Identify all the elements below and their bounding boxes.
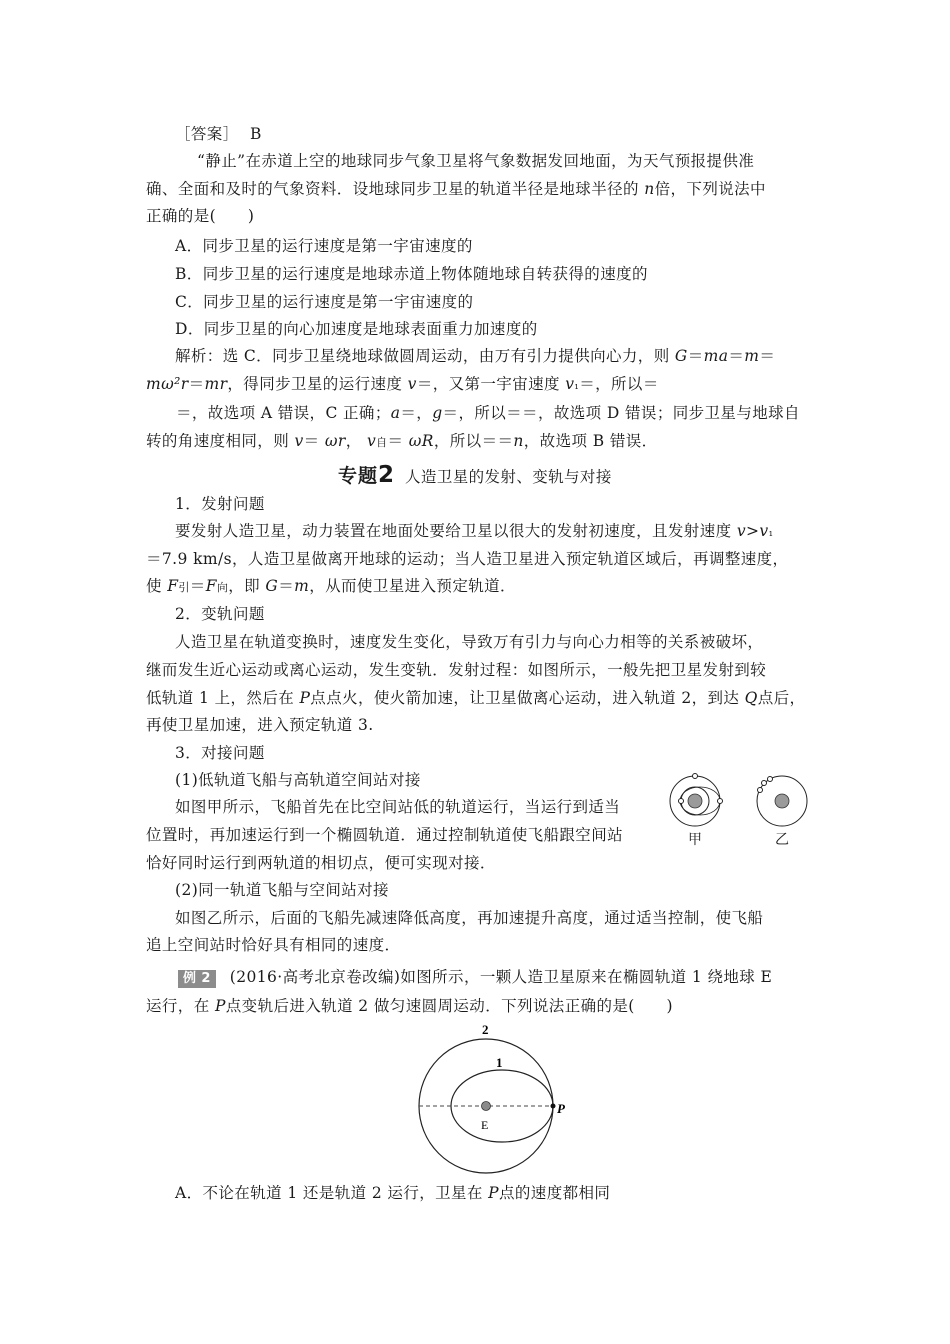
example-text: 运行，在 (146, 997, 215, 1015)
var: g (432, 404, 443, 422)
var: v (366, 432, 377, 450)
sec1-text: > (746, 522, 760, 540)
answer-label: ［答案］ (175, 125, 239, 143)
subscript: ₁ (768, 526, 774, 539)
var: v (736, 522, 747, 540)
analysis-line-1 (175, 346, 775, 366)
orbit-1 (451, 1070, 553, 1142)
section-heading (338, 461, 612, 488)
orbit-diagram (410, 1020, 610, 1190)
sec2-line-1: 人造卫星在轨道变换时，速度发生变化，导致万有引力与向心力相等的关系被破坏， (175, 633, 764, 651)
heading-prefix (338, 462, 396, 488)
analysis-text: ＝ (188, 375, 205, 393)
var: m (146, 375, 162, 393)
sec3-p1-line-2: 位置时，再加速运行到一个椭圆轨道．通过控制轨道使飞船跟空间站 (146, 826, 624, 844)
analysis-line-4 (146, 431, 658, 453)
point-p (551, 1104, 556, 1109)
analysis-text: ＝，故选项 A 错误，C 正确； (176, 404, 391, 422)
sec2-text: 点点火，使火箭加速，让卫星做离心运动，进入轨道 2，到达 (310, 689, 745, 707)
jia-ship (679, 799, 684, 804)
var: ωr (324, 432, 346, 450)
var: P (488, 1184, 499, 1202)
label-orbit-1: 1 (496, 1055, 503, 1070)
analysis-line-3 (176, 403, 800, 423)
label-p: P (557, 1101, 565, 1116)
sec2-line-4: 再使卫星加速，进入预定轨道 3. (146, 716, 374, 734)
sec3-sub2: (2)同一轨道飞船与空间站对接 (175, 881, 389, 899)
question-text: 倍，下列说法中 (654, 180, 766, 198)
heading-prefix-text: 专题 (338, 465, 379, 487)
var: v (759, 522, 769, 540)
analysis-text: ＝ (759, 347, 776, 365)
var: v (407, 375, 417, 393)
example-option-a (175, 1183, 610, 1203)
example-badge: 例 2 (178, 970, 216, 988)
var: m (294, 577, 310, 595)
analysis-text: ＝ (687, 347, 704, 365)
figure-label-yi: 乙 (775, 832, 789, 848)
sec1-line-3 (146, 576, 516, 598)
var: v (294, 432, 304, 450)
sec1-line-1 (175, 521, 773, 543)
sec1-text: ，从而使卫星进入预定轨道． (309, 577, 516, 595)
option-a: A．同步卫星的运行速度是第一宇宙速度的 (175, 237, 473, 255)
subscript: 自 (376, 436, 388, 449)
question-line-1: “静止”在赤道上空的地球同步气象卫星将气象数据发回地面，为天气预报提供准 (197, 152, 755, 170)
var: G (674, 347, 688, 365)
yi-earth (775, 794, 789, 808)
var: ω²r (161, 375, 189, 393)
sec1-text: 要发射人造卫星，动力装置在地面处要给卫星以很大的发射初速度，且发射速度 (175, 522, 737, 540)
example-line-2 (146, 996, 673, 1016)
heading-title: 人造卫星的发射、变轨与对接 (405, 468, 612, 486)
sec3-sub1: (1)低轨道飞船与高轨道空间站对接 (175, 771, 421, 789)
yi-dot (768, 777, 773, 782)
var: P (214, 997, 226, 1015)
sec1-title: 1．发射问题 (175, 495, 265, 513)
var: F (205, 577, 217, 595)
var: mr (204, 375, 228, 393)
var: a (390, 404, 401, 422)
sec3-p1-line-1: 如图甲所示，飞船首先在比空间站低的轨道运行，当运行到适当 (175, 798, 621, 816)
sec2-text: 点后， (757, 689, 806, 707)
analysis-text: ＝ (303, 432, 325, 450)
analysis-text: ＝，所以＝ (579, 375, 659, 393)
subscript: 引 (178, 581, 190, 594)
analysis-text: ＝，所以＝＝，故选项 D 错误；同步卫星与地球自 (442, 404, 800, 422)
figure-jia (670, 774, 723, 827)
analysis-text: ＝， (400, 404, 433, 422)
sec2-text: 低轨道 1 上，然后在 (146, 689, 300, 707)
option-text: A．不论在轨道 1 还是轨道 2 运行，卫星在 (175, 1184, 489, 1202)
analysis-text: ， (345, 432, 367, 450)
option-b: B．同步卫星的运行速度是地球赤道上物体随地球自转获得的速度的 (175, 265, 648, 283)
option-d: D．同步卫星的向心加速度是地球表面重力加速度的 (175, 320, 538, 338)
example-text: 点变轨后进入轨道 2 做匀速圆周运动．下列说法正确的是( ) (225, 997, 673, 1015)
var-n: n (644, 180, 655, 198)
var: ωR (408, 432, 434, 450)
analysis-text: ，得同步卫星的运行速度 (227, 375, 408, 393)
sec2-line-3 (146, 688, 805, 708)
answer-value: B (249, 125, 262, 143)
sec1-line-2: ＝7.9 km/s，人造卫星做离开地球的运动；当人造卫星进入预定轨道区域后，再调整速度， (146, 550, 789, 568)
var: G (265, 577, 279, 595)
var: ma (703, 347, 729, 365)
option-c: C．同步卫星的运行速度是第一宇宙速度的 (175, 293, 474, 311)
earth-e (482, 1102, 491, 1111)
var: n (513, 432, 524, 450)
heading-number: 2 (378, 462, 396, 488)
jia-dot (693, 774, 698, 779)
question-line-2 (146, 179, 766, 199)
sec3-title: 3．对接问题 (175, 744, 265, 762)
yi-station (762, 781, 767, 786)
subscript: ₁ (574, 379, 580, 392)
var: F (167, 577, 179, 595)
question-text: 确、全面和及时的气象资料．设地球同步卫星的轨道半径是地球半径的 (146, 180, 645, 198)
analysis-text: 转的角速度相同，则 (146, 432, 295, 450)
analysis-text: ＝ (728, 347, 745, 365)
sec1-text: ＝ (189, 577, 206, 595)
label-earth: E (481, 1118, 489, 1132)
analysis-text: 解析：选 C．同步卫星绕地球做圆周运动，由万有引力提供向心力，则 (175, 347, 675, 365)
analysis-text: ，所以＝＝ (433, 432, 514, 450)
figure-yi (757, 776, 807, 826)
docking-figures (660, 768, 820, 838)
jia-station (718, 799, 723, 804)
question-line-3: 正确的是( ) (146, 207, 255, 225)
sec1-text: 使 (146, 577, 168, 595)
answer-line (175, 124, 262, 144)
sec3-p2-line-2: 追上空间站时恰好具有相同的速度． (146, 936, 401, 954)
sec3-p2-line-1: 如图乙所示，后面的飞船先减速降低高度，再加速提升高度，通过适当控制，使飞船 (175, 909, 764, 927)
figure-label-jia: 甲 (688, 832, 702, 848)
var: Q (744, 689, 758, 707)
option-text: 点的速度都相同 (499, 1184, 611, 1202)
subscript: 向 (216, 581, 229, 594)
sec2-title: 2．变轨问题 (175, 605, 265, 623)
analysis-text: ＝，又第一宇宙速度 (416, 375, 566, 393)
analysis-text: ＝ (387, 432, 409, 450)
sec2-line-2: 继而发生近心运动或离心运动，发生变轨．发射过程：如图所示，一般先把卫星发射到较 (146, 661, 767, 679)
analysis-line-2 (146, 374, 659, 396)
example-line-1 (178, 967, 772, 988)
sec1-text: ，即 (228, 577, 266, 595)
jia-earth (688, 794, 702, 808)
sec1-text: ＝ (278, 577, 295, 595)
label-orbit-2: 2 (482, 1022, 489, 1037)
analysis-text: ，故选项 B 错误． (523, 432, 658, 450)
var: v (565, 375, 575, 393)
sec3-p1-line-3: 恰好同时运行到两轨道的相切点，便可实现对接． (146, 854, 496, 872)
example-text: (2016·高考北京卷改编)如图所示，一颗人造卫星原来在椭圆轨道 1 绕地球 E (229, 968, 773, 986)
var: m (744, 347, 760, 365)
var: P (299, 689, 311, 707)
yi-ship (758, 788, 763, 793)
